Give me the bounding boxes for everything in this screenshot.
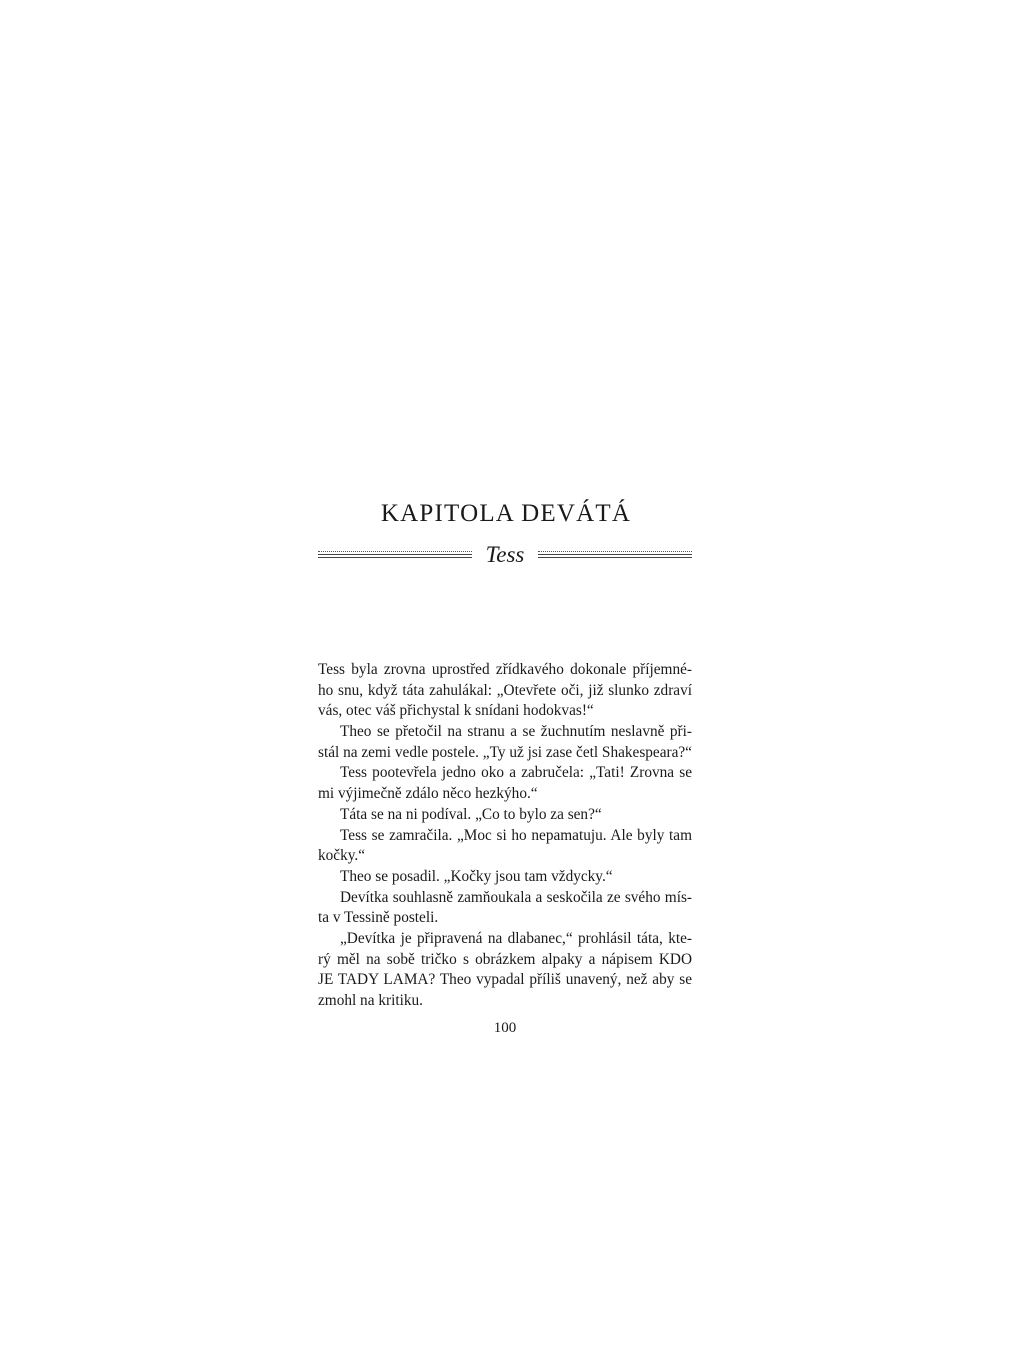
decorative-rule-right bbox=[538, 551, 692, 559]
chapter-body-text bbox=[318, 660, 692, 1012]
text-line: „Devítka je připravená na dlabanec,“ prohlásil táta, kte- bbox=[340, 929, 692, 947]
chapter-subtitle-row bbox=[318, 540, 692, 570]
chapter-title: KAPITOLA DEVÁTÁ bbox=[380, 500, 632, 527]
text-line: ho snu, když táta zahulákal: „Otevřete oči, již slunko zdraví bbox=[318, 681, 692, 699]
text-line: kočky.“ bbox=[318, 847, 366, 865]
text-line: Tess se zamračila. „Moc si ho nepamatuju. Ale byly tam bbox=[340, 826, 692, 844]
text-line: rý měl na sobě tričko s obrázkem alpaky a nápisem KDO bbox=[318, 950, 692, 968]
text-line: JE TADY LAMA? Theo vypadal příliš unavený, než aby se bbox=[318, 971, 692, 989]
text-line: mi výjimečně zdálo něco hezkýho.“ bbox=[318, 785, 538, 803]
text-line: Táta se na ni podíval. „Co to bylo za sen?“ bbox=[340, 805, 602, 823]
page-number: 100 bbox=[493, 1020, 517, 1036]
text-line: Theo se přetočil na stranu a se žuchnutím neslavně při- bbox=[340, 723, 692, 741]
text-line: ta v Tessině posteli. bbox=[318, 909, 439, 927]
decorative-rule-left bbox=[318, 551, 472, 559]
text-line: Tess pootevřela jedno oko a zabručela: „Tati! Zrovna se bbox=[340, 764, 692, 782]
text-line: Devítka souhlasně zamňoukala a seskočila ze svého mís- bbox=[340, 888, 692, 906]
text-line: vás, otec váš přichystal k snídani hodokvas!“ bbox=[318, 702, 594, 720]
text-line: Theo se posadil. „Kočky jsou tam vždycky.“ bbox=[340, 867, 613, 885]
text-line: Tess byla zrovna uprostřed zřídkavého dokonale příjemné- bbox=[318, 661, 692, 678]
text-line: zmohl na kritiku. bbox=[318, 992, 423, 1009]
chapter-subtitle: Tess bbox=[485, 542, 525, 567]
text-line: stál na zemi vedle postele. „Ty už jsi zase četl Shakespeara?“ bbox=[318, 743, 692, 761]
